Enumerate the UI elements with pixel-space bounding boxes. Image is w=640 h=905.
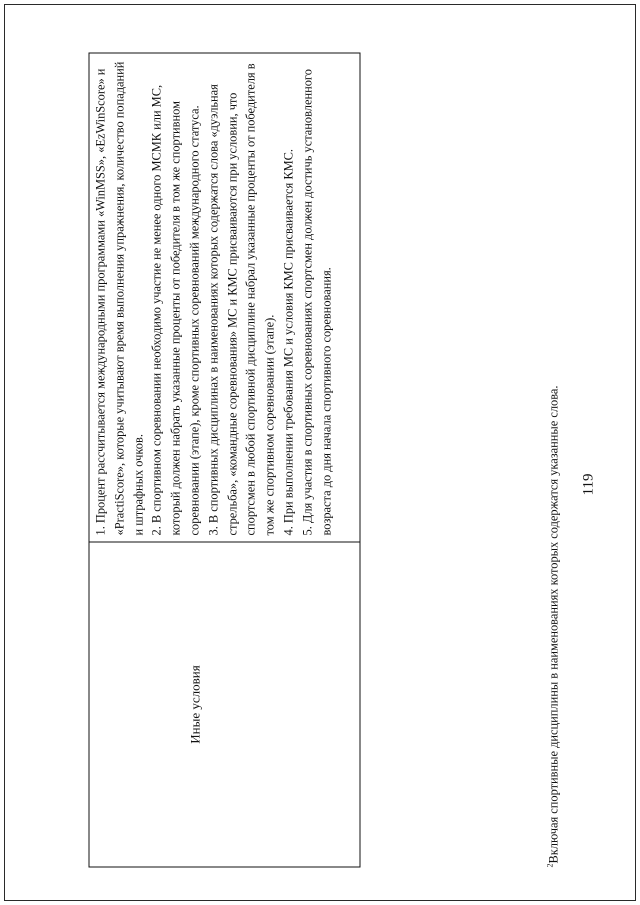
condition-item: 4. При выполнении требования МС и условия КМС присваивается КМС. [280, 148, 295, 535]
label-cell [89, 541, 359, 866]
conditions-table [88, 52, 360, 867]
footnote-marker: 2 [545, 863, 554, 867]
footnote-text: Включая спортивные дисциплины в наименованиях которых содержатся указанные слова. [546, 385, 561, 863]
label-text: Иные условия [187, 664, 202, 744]
condition-item: 2. В спортивном соревновании необходимо участие не менее одного МСМК или МС, который должен набрать указанные проценты от победителя в том же спортивном соревновании (этапе), кроме спортивных соревнований международного статуса. [149, 84, 201, 535]
footnote [545, 385, 561, 867]
condition-item: 3. В спортивных дисциплинах в наименованиях которых содержатся слова «дуэльная стрельба», «командные соревнования» МС и КМС присваиваются при условии, что спортсмен в любой спортивной дисциплине набрал указанные проценты от победителя в том же спортивном соревновании (этапе). [205, 62, 277, 535]
condition-item: 1. Процент рассчитывается международными программами «WinMSS», «EzWinScore» и «PractiScore», которые учитывают время выполнения упражнения, количество попаданий и штрафных очков. [93, 61, 145, 535]
conditions-cell [89, 53, 359, 541]
page-number: 119 [580, 473, 596, 495]
condition-item: 5. Для участия в спортивных соревнованиях спортсмен должен достичь установленного возраста до дня начала спортивного соревнования. [299, 68, 333, 535]
